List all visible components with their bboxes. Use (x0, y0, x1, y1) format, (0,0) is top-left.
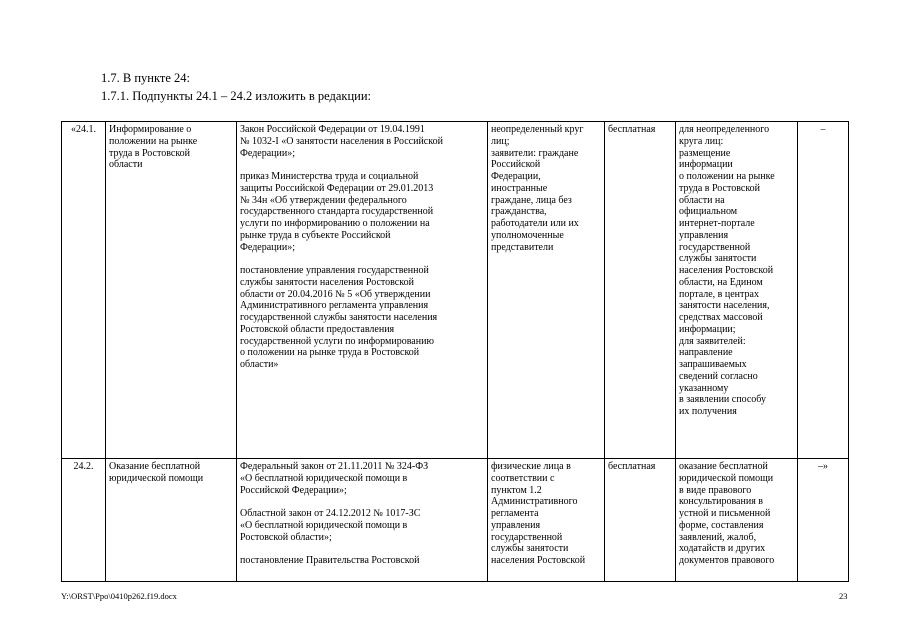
result-cell (676, 459, 798, 582)
text-line: государственной услуги по информированию (240, 335, 434, 347)
text-line: области» (240, 359, 279, 370)
text-line: круга лиц: (679, 135, 724, 147)
footer-page-number: 23 (839, 591, 848, 601)
text-line: государственной (491, 531, 563, 543)
text-line: работодатели или их (491, 218, 579, 229)
text-line: государственной службы занятости населения (240, 312, 438, 323)
text-line: Федерации»; (240, 241, 296, 253)
text-line: области (109, 159, 143, 171)
text-line: № 1032-I «О занятости населения в Российской (240, 135, 443, 147)
text-line: Российской Федерации»; (240, 484, 347, 496)
text-line: населения Ростовской (491, 555, 586, 566)
text-line: представители (491, 241, 554, 253)
text-line: для заявителей: (679, 335, 746, 347)
text-line: государственной (679, 241, 751, 253)
text-line: направление (679, 347, 733, 359)
text-line: услуги по информированию о положении на (240, 218, 430, 229)
text-line: официальном (679, 206, 738, 218)
services-table (61, 121, 849, 582)
heading-line-1: 1.7. В пункте 24: (101, 71, 190, 85)
heading-line-2: 1.7.1. Подпункты 24.1 – 24.2 изложить в редакции: (101, 89, 372, 103)
text-line: гражданства, (491, 206, 547, 218)
text-line: Административного (491, 496, 578, 508)
text-line: Информирование о (109, 124, 192, 135)
text-line: Федеральный закон от 21.11.2011 № 324-ФЗ (240, 461, 429, 472)
text-line: документов правового (679, 555, 775, 566)
text-line: уполномоченные (491, 229, 564, 241)
text-line: регламента (491, 508, 539, 519)
last-column-cell: – (798, 122, 849, 459)
text-line: интернет-портале (679, 218, 755, 229)
text-line: о положении на рынке труда в Ростовской (240, 347, 420, 359)
legal-basis-cell (237, 459, 488, 582)
text-line: Федерации, (491, 171, 541, 182)
text-line: № 34н «Об утверждении федерального (240, 194, 407, 206)
row-number: 24.2. (62, 459, 106, 582)
result-cell (676, 122, 798, 459)
text-line: консультирования в (679, 496, 764, 508)
text-line: рынке труда в субъекте Российской (240, 229, 391, 241)
text-line: населения Ростовской (679, 265, 774, 276)
text-line: Закон Российской Федерации от 19.04.1991 (240, 124, 425, 135)
recipients-cell (488, 122, 605, 459)
blank-line (240, 159, 484, 171)
text-line: Российской (491, 159, 541, 171)
payment-cell: бесплатная (605, 122, 676, 459)
text-line: заявлений, жалоб, (679, 531, 757, 543)
text-line: устной и письменной (679, 508, 771, 519)
text-line: приказ Министерства труда и социальной (240, 171, 419, 182)
text-line: юридической помощи (679, 472, 774, 484)
legal-basis-cell (237, 122, 488, 459)
text-line: Административного регламента управления (240, 300, 429, 312)
text-line: соответствии с (491, 472, 555, 484)
service-name-cell (106, 122, 237, 459)
text-line: форме, составления (679, 519, 764, 531)
text-line: информации; (679, 323, 736, 335)
text-line: средствах массовой (679, 312, 763, 323)
text-line: управления (491, 519, 541, 531)
row-number: «24.1. (62, 122, 106, 459)
text-line: защиты Российской Федерации от 29.01.2013 (240, 182, 434, 194)
recipients-cell (488, 459, 605, 582)
text-line: портале, в центрах (679, 288, 759, 300)
text-line: службы занятости (491, 543, 569, 555)
text-line: управления (679, 229, 729, 241)
text-line: «О бесплатной юридической помощи в (240, 472, 408, 484)
text-line: юридической помощи (109, 472, 204, 484)
footer-file-path: Y:\ORST\Ppo\0410p262.f19.docx (61, 591, 177, 601)
text-line: труда в Ростовской (109, 147, 191, 159)
text-line: службы занятости (679, 253, 757, 265)
text-line: области от 20.04.2016 № 5 «Об утверждении (240, 288, 431, 300)
text-line: в виде правового (679, 484, 752, 496)
table-row (62, 122, 849, 459)
text-line: государственного стандарта государственной (240, 206, 434, 218)
text-line: их получения (679, 406, 737, 417)
text-line: информации (679, 159, 733, 171)
text-line: службы занятости населения Ростовской (240, 276, 414, 288)
text-line: неопределенный круг (491, 124, 584, 135)
blank-line (240, 496, 484, 508)
text-line: запрашиваемых (679, 359, 747, 370)
text-line: в заявлении способу (679, 394, 766, 406)
text-line: постановление управления государственной (240, 265, 429, 276)
text-line: Областной закон от 24.12.2012 № 1017-ЗС (240, 508, 421, 519)
text-line: Ростовской области»; (240, 531, 332, 543)
text-line: для неопределенного (679, 124, 770, 135)
text-line: заявители: граждане (491, 147, 579, 159)
table-row (62, 459, 849, 582)
blank-line (240, 543, 484, 555)
text-line: занятости населения, (679, 300, 770, 312)
last-column-cell: –» (798, 459, 849, 582)
text-line: пунктом 1.2 (491, 484, 542, 496)
text-line: размещение (679, 147, 731, 159)
payment-cell: бесплатная (605, 459, 676, 582)
text-line: физические лица в (491, 461, 571, 472)
text-line: области на (679, 194, 725, 206)
text-line: иностранные (491, 182, 548, 194)
text-line: Федерации»; (240, 147, 296, 159)
text-line: указанному (679, 382, 729, 394)
text-line: граждане, лица без (491, 194, 572, 206)
text-line: ходатайств и других (679, 543, 766, 555)
blank-line (240, 253, 484, 265)
text-line: труда в Ростовской (679, 182, 761, 194)
text-line: о положении на рынке (679, 171, 775, 182)
text-line: оказание бесплатной (679, 461, 768, 472)
text-line: области, на Едином (679, 276, 763, 288)
text-line: «О бесплатной юридической помощи в (240, 519, 408, 531)
text-line: положении на рынке (109, 135, 198, 147)
text-line: постановление Правительства Ростовской (240, 555, 420, 566)
text-line: лиц; (491, 135, 510, 147)
text-line: сведений согласно (679, 370, 758, 382)
text-line: Ростовской области предоставления (240, 323, 395, 335)
service-name-cell (106, 459, 237, 582)
text-line: Оказание бесплатной (109, 461, 201, 472)
